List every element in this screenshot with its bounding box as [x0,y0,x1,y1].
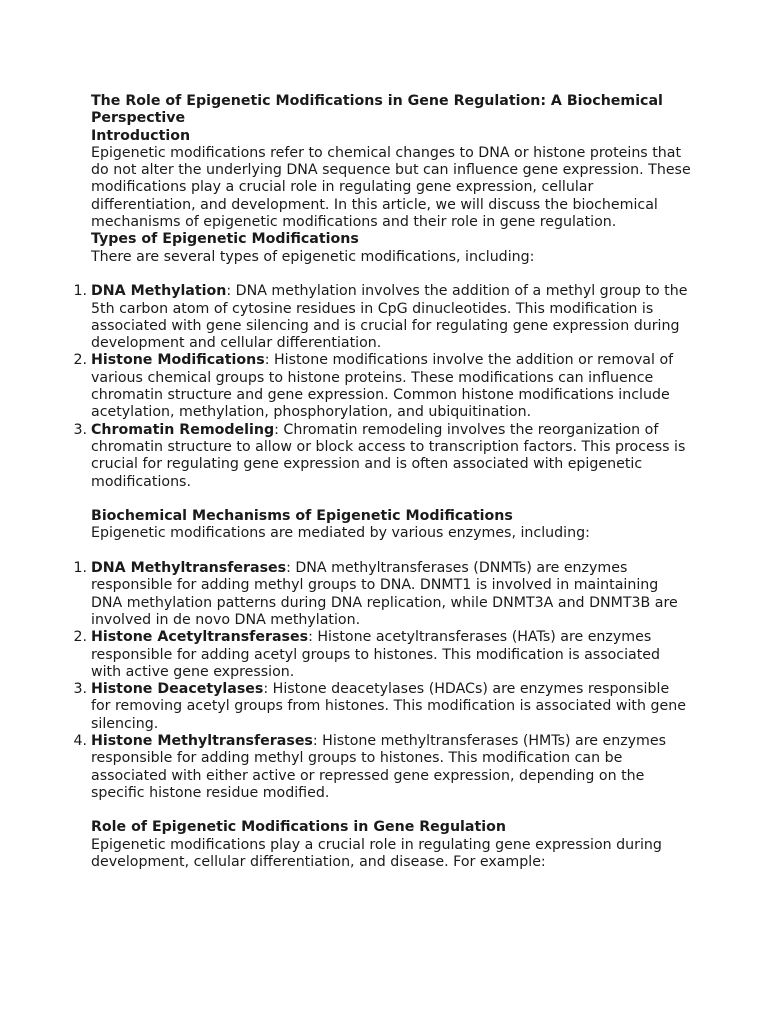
list-term: DNA Methylation [91,283,227,300]
types-heading: Types of Epigenetic Modifications [91,231,359,248]
mechanisms-intro-paragraph: Epigenetic modifications are mediated by various enzymes, including: [91,525,590,542]
list-item [73,560,691,629]
list-text: : Histone deacetylases (HDACs) are enzymes responsible for removing acetyl groups from histones. This modification is associated with gene silencing. [91,681,686,732]
list-item [73,681,691,733]
list-term: Histone Modifications [91,352,265,369]
list-text: : Histone methyltransferases (HMTs) are enzymes responsible for adding methyl groups to histones. This modification can be associated with either active or repressed gene expression, depending on the specific histone residue modified. [91,732,666,801]
document-title: The Role of Epigenetic Modifications in Gene Regulation: A Biochemical Perspective [91,93,663,127]
role-paragraph: Epigenetic modifications play a crucial role in regulating gene expression during development, cellular differentiation, and disease. For example: [91,836,662,871]
list-text: : DNA methylation involves the addition of a methyl group to the 5th carbon atom of cytosine residues in CpG dinucleotides. This modification is associated with gene silencing and is crucial for regulating gene expression during development and cellular differentiation. [91,283,688,352]
list-item [73,732,691,802]
list-number: 2. [73,629,87,646]
types-list [73,283,691,491]
list-item [73,629,691,681]
role-heading: Role of Epigenetic Modifications in Gene Regulation [91,819,506,836]
list-term: Histone Deacetylases [91,681,264,698]
list-text: : DNA methyltransferases (DNMTs) are enzymes responsible for adding methyl groups to DNA. DNMT1 is involved in maintaining DNA methylation patterns during DNA replication, while DNMT3A and DNMT3B are involved in de novo DNA methylation. [91,560,678,628]
list-term: Histone Acetyltransferases [91,629,309,646]
spacer [91,266,691,283]
list-item [73,283,691,352]
list-term: Histone Methyltransferases [91,732,313,749]
list-number: 1. [73,283,87,300]
intro-heading: Introduction [91,127,191,144]
list-text: : Histone modifications involve the addition or removal of various chemical groups to histone proteins. These modifications can influence chromatin structure and gene expression. Common histone modifications include acetylation, methylation, phosphorylation, and ubiquitination. [91,352,674,421]
list-number: 3. [73,421,87,438]
spacer [91,802,691,819]
list-text: : Histone acetyltransferases (HATs) are enzymes responsible for adding acetyl groups to histones. This modification is associated with active gene expression. [91,629,661,680]
document-body [73,93,691,871]
list-number: 1. [73,560,87,577]
intro-paragraph: Epigenetic modifications refer to chemical changes to DNA or histone proteins that do not alter the underlying DNA sequence but can influence gene expression. These modifications play a crucial role in regulating gene expression, cellular differentiation, and development. In this article, we will discuss the biochemical mechanisms of epigenetic modifications and their role in gene regulation. [91,144,691,231]
list-term: Chromatin Remodeling [91,421,275,438]
list-number: 4. [73,732,87,749]
list-item [73,352,691,421]
list-number: 3. [73,681,87,698]
mechanisms-list [73,560,691,802]
spacer [91,491,691,508]
types-intro-paragraph: There are several types of epigenetic modifications, including: [91,248,535,265]
list-number: 2. [73,352,87,369]
spacer [91,543,691,560]
list-text: : Chromatin remodeling involves the reorganization of chromatin structure to allow or block access to transcription factors. This process is crucial for regulating gene expression and is often associated with epigenetic modifications. [91,421,686,490]
list-item [73,421,691,491]
mechanisms-heading: Biochemical Mechanisms of Epigenetic Modifications [91,508,513,525]
list-term: DNA Methyltransferases [91,560,287,577]
